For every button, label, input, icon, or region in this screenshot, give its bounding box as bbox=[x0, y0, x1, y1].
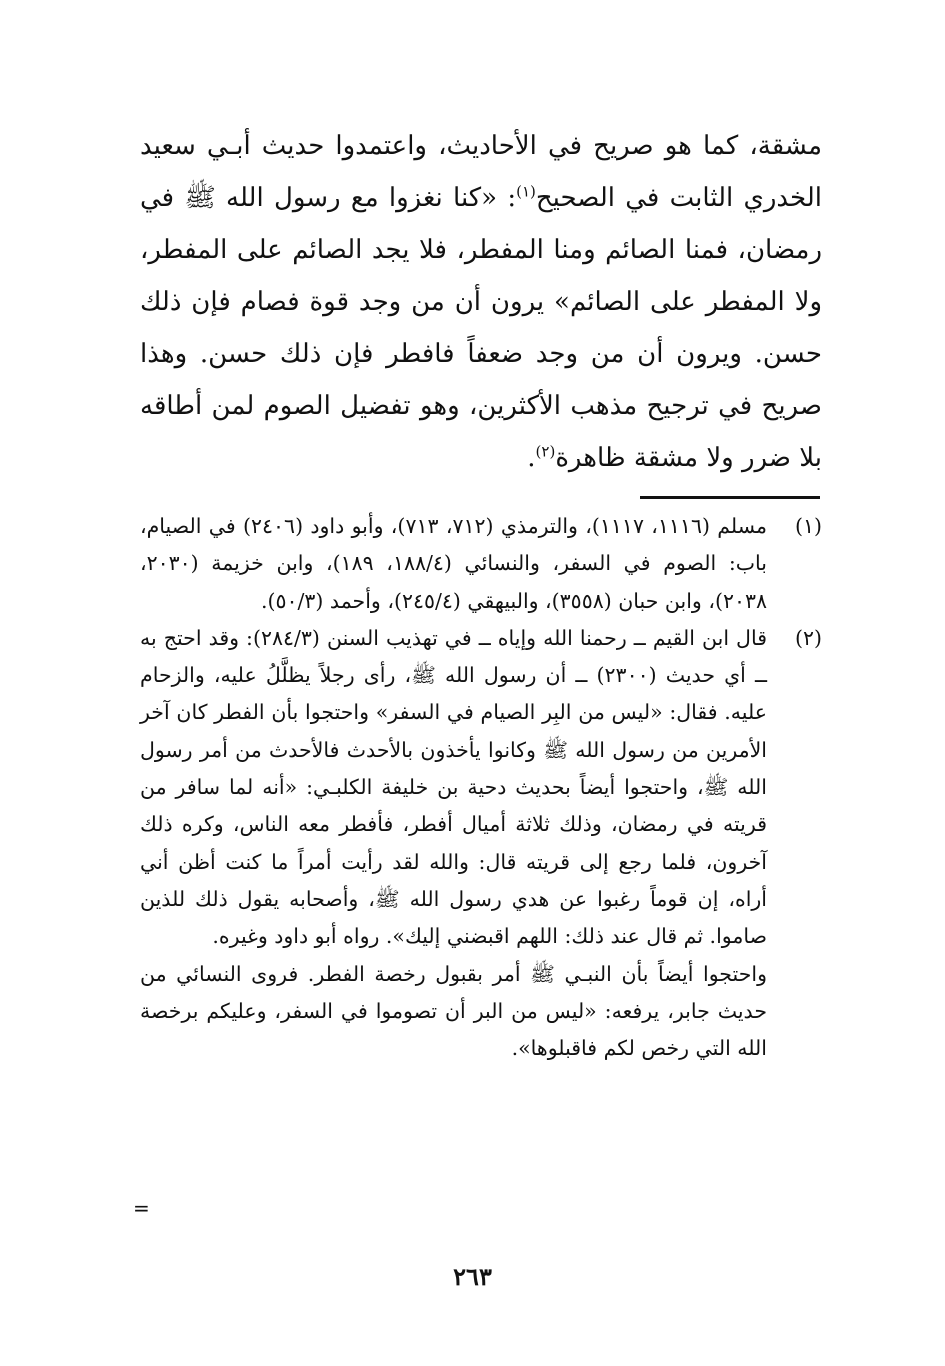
footnote-1 bbox=[140, 508, 822, 620]
footnotes bbox=[140, 508, 822, 1067]
main-text-part-1: مشقة، كما هو صريح في الأحاديث، واعتمدوا حديث أبـي سعيد الخدري الثابت في الصحيح bbox=[140, 131, 822, 213]
footnote-1-text: مسلم (١١١٦، ١١١٧)، والترمذي (٧١٢، ٧١٣)، وأبو داود (٢٤٠٦) في الصيام، باب: الصوم في السفر، والنسائي (١٨٨/٤، ١٨٩)، وابن خزيمة (٢٠٣٠، ٢٠٣٨)، وابن حبان (٣٥٥٨)، والبيهقي (٢٤٥/٤)، وأحمد (٥٠/٣). bbox=[140, 514, 767, 613]
page-number: ٢٦٣ bbox=[453, 1262, 492, 1291]
footnote-separator bbox=[640, 496, 820, 499]
main-text-part-2: : «كنا نغزوا مع رسول الله ﷺ في رمضان، فمنا الصائم ومنا المفطر، فلا يجد الصائم على المفطر، ولا المفطر على الصائم» يرون أن من وجد قوة فصام فإن ذلك حسن. ويرون أن من وجد ضعفاً فافطر فإن ذلك حسن. وهذا صريح في ترجيح مذهب الأكثرين، وهو تفضيل الصوم لمن أطاقه بلا ضرر ولا مشقة ظاهرة bbox=[140, 183, 822, 473]
footnote-1-text-block bbox=[140, 508, 767, 620]
footnote-2-text-block bbox=[140, 620, 767, 956]
continuation-mark: = bbox=[133, 1196, 150, 1220]
footnote-ref-1[interactable]: (١) bbox=[516, 182, 536, 201]
main-paragraph bbox=[140, 120, 822, 484]
footnote-1-number: (١) bbox=[794, 514, 822, 538]
main-text-part-3: . bbox=[527, 443, 536, 473]
footnote-2 bbox=[140, 620, 822, 956]
footnote-2-continuation-block bbox=[140, 956, 767, 1068]
footnote-2-text: قال ابن القيم ــ رحمنا الله وإياه ــ في تهذيب السنن (٢٨٤/٣): وقد احتج به ــ أي حديث (٢٣٠٠) ــ أن رسول الله ﷺ، رأى رجلاً يظلَّلُ عليه، والزحام عليه. فقال: «ليس من البِر الصيام في السفر» واحتجوا بأن الفطر كان آخر الأمرين من رسول الله ﷺ وكانوا يأخذون بالأحدث فالأحدث من أمر رسول الله ﷺ، واحتجوا أيضاً بحديث دحية بن خليفة الكلبـي: «أنه لما سافر من قريته في رمضان، وذلك ثلاثة أميال أفطر، فأفطر معه الناس، وكره ذلك آخرون، فلما رجع إلى قريته قال: والله لقد رأيت أمراً ما كنت أظن أني أراه، إن قوماً رغبوا عن هدي رسول الله ﷺ، وأصحابه يقول ذلك للذين صاموا. ثم قال عند ذلك: اللهم اقبضني إليك». رواه أبو داود وغيره. bbox=[140, 625, 767, 949]
footnote-ref-2[interactable]: (٢) bbox=[535, 442, 556, 461]
footnote-2-continuation: واحتجوا أيضاً بأن النبـي ﷺ أمر بقبول رخصة الفطر. فروى النسائي من حديث جابر، يرفعه: «ليس من البر أن تصوموا في السفر، وعليكم برخصة الله التي رخص لكم فاقبلوها». bbox=[140, 961, 767, 1061]
footnote-2-number: (٢) bbox=[794, 625, 822, 650]
